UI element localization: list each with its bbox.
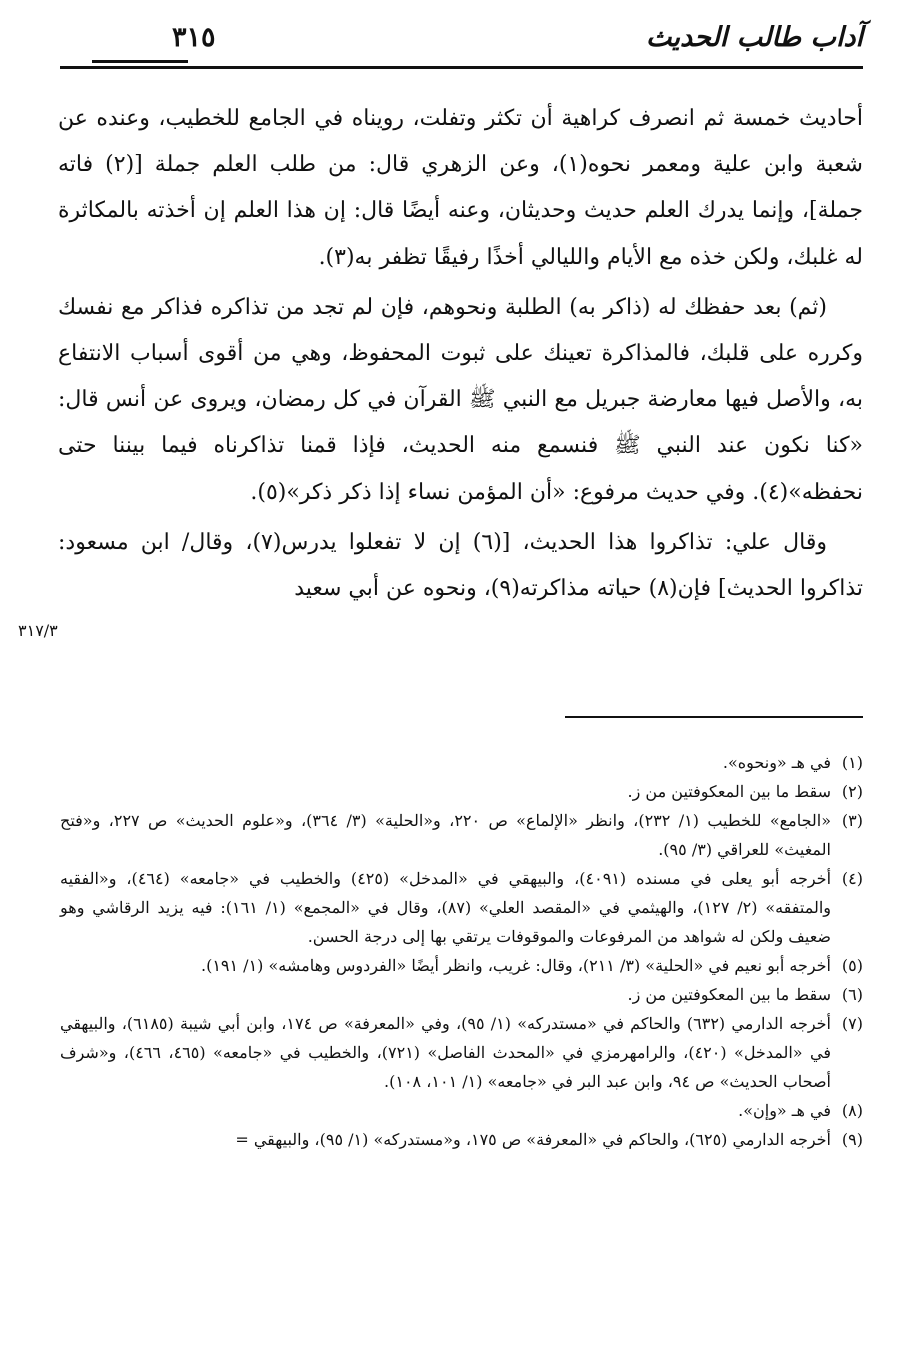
manuscript-folio-reference: ٣١٧/٣ xyxy=(18,621,58,640)
footnote-item xyxy=(60,1125,863,1154)
header-rule-segment xyxy=(92,60,188,63)
footnote-item xyxy=(60,980,863,1009)
paragraph: (ثم) بعد حفظك له (ذاكر به) الطلبة ونحوهم، فإن لم تجد من تذاكره فذاكر مع نفسك وكرره على قلبك، فالمذاكرة تعينك على ثبوت المحفوظ، وهي من أقوى أسباب الانتفاع به، والأصل فيها معارضة جبريل مع النبي ﷺ القرآن في كل رمضان، ويروى عن أنس قال: «كنا نكون عند النبي ﷺ فنسمع منه الحديث، فإذا قمنا تذاكرناه فيما بيننا حتى نحفظه»(٤). وفي حديث مرفوع: «أن المؤمن نساء إذا ذكر ذكر»(٥). xyxy=(58,294,863,505)
footnote-text: سقط ما بين المعكوفتين من ز. xyxy=(627,782,831,801)
running-title: آداب طالب الحديث xyxy=(645,22,863,53)
paragraph: وقال علي: تذاكروا هذا الحديث، [(٦) إن لا تفعلوا يدرس(٧)، وقال/ ابن مسعود: تذاكروا الحديث] فإن(٨) حياته مذاكرته(٩)، ونحوه عن أبي سعيد xyxy=(58,529,863,602)
footnote-item xyxy=(60,1009,863,1096)
footnote-number: (٩) xyxy=(841,1130,863,1149)
footnotes xyxy=(60,748,863,1154)
footnote-item xyxy=(60,1096,863,1125)
footnote-text: أخرجه أبو نعيم في «الحلية» (٣/ ٢١١)، وقال: غريب، وانظر أيضًا «الفردوس وهامشه» (١/ ١٩١). xyxy=(200,956,831,975)
footnote-number: (٦) xyxy=(841,985,863,1004)
footnote-text: في هـ «وإن». xyxy=(738,1101,831,1120)
footnote-text: أخرجه الدارمي (٦٣٢) والحاكم في «مستدركه» (١/ ٩٥)، وفي «المعرفة» ص ١٧٤، وابن أبي شيبة (٦١٨٥)، والبيهقي في «المدخل» (٤٢٠)، والرامهرمزي في «المحدث الفاصل» (٧٢١)، والخطيب في «جامعه» (٤٦٥، ٤٦٦)، و«شرف أصحاب الحديث» ص ٩٤، وابن عبد البر في «جامعه» (١/ ١٠١، ١٠٨). xyxy=(60,1014,832,1091)
footnote-number: (٨) xyxy=(841,1101,863,1120)
footnote-item xyxy=(60,951,863,980)
footnote-number: (٥) xyxy=(841,956,863,975)
footnote-number: (٧) xyxy=(841,1014,863,1033)
footnote-text: سقط ما بين المعكوفتين من ز. xyxy=(627,985,831,1004)
main-text xyxy=(58,96,863,612)
footnote-text: أخرجه أبو يعلى في مسنده (٤٠٩١)، والبيهقي في «المدخل» (٤٢٥) والخطيب في «جامعه» (٤٦٤)، و«الفقيه والمتفقه» (٢/ ١٢٧)، والهيثمي في «المقصد العلي» (٨٧)، وقال في «المجمع» (١/ ١٦١): فيه يزيد الرقاشي وهو ضعيف ولكن له شواهد من المرفوعات والموقوفات يرتقي بها إلى درجة الحسن. xyxy=(60,869,832,946)
footnote-number: (٤) xyxy=(841,869,863,888)
footnote-number: (٣) xyxy=(841,811,863,830)
footnote-text: في هـ «ونحوه». xyxy=(722,753,831,772)
footnote-item xyxy=(60,748,863,777)
footnote-item xyxy=(60,864,863,951)
paragraph: أحاديث خمسة ثم انصرف كراهية أن تكثر وتفلت، رويناه في الجامع للخطيب، وعنده عن شعبة وابن علية ومعمر نحوه(١)، وعن الزهري قال: من طلب العلم جملة [(٢) فاته جملة]، وإنما يدرك العلم حديث وحديثان، وعنه أيضًا قال: إن هذا العلم إن أخذته بالمكاثرة له غلبك، ولكن خذه مع الأيام والليالي أخذًا رفيقًا تظفر به(٣). xyxy=(58,106,863,270)
page-number: ٣١٥ xyxy=(160,22,228,53)
footnote-number: (٢) xyxy=(841,782,863,801)
page-header xyxy=(60,18,863,69)
footnote-item xyxy=(60,806,863,864)
footnote-number: (١) xyxy=(841,753,863,772)
footnote-separator xyxy=(565,716,863,718)
footnote-text: أخرجه الدارمي (٦٢٥)، والحاكم في «المعرفة» ص ١٧٥، و«مستدركه» (١/ ٩٥)، والبيهقي = xyxy=(235,1130,831,1149)
footnote-item xyxy=(60,777,863,806)
footnote-text: «الجامع» للخطيب (١/ ٢٣٢)، وانظر «الإلماع» ص ٢٢٠، و«الحلية» (٣/ ٣٦٤)، و«علوم الحديث» ص ٢٢٧، و«فتح المغيث» للعراقي (٣/ ٩٥). xyxy=(60,811,832,859)
